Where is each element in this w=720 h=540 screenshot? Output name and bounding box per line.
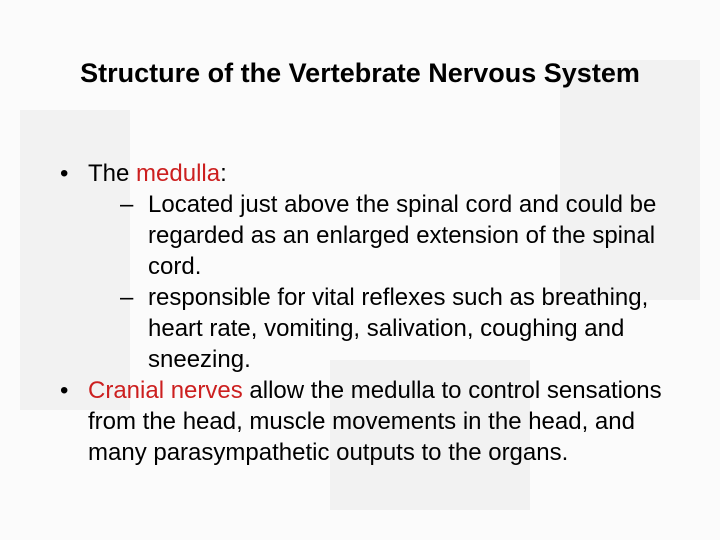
sub-bullet-location xyxy=(120,189,680,282)
sub-bullet-text: Located just above the spinal cord and could be regarded as an enlarged extension of the spinal cord. xyxy=(148,191,657,280)
bullet-medulla xyxy=(60,158,680,189)
sub-bullet-reflexes xyxy=(120,282,680,375)
bullet-marker: • xyxy=(60,160,69,187)
bullet-marker: • xyxy=(60,377,69,404)
bullet-text-suffix: : xyxy=(220,160,227,187)
sub-bullet-marker: – xyxy=(120,284,134,311)
bullet-text-prefix: The xyxy=(88,160,137,187)
slide-title: Structure of the Vertebrate Nervous System xyxy=(80,58,640,88)
highlight-term-cranial-nerves: Cranial nerves xyxy=(88,377,243,404)
sub-bullet-text: responsible for vital reflexes such as breathing, heart rate, vomiting, salivation, coughing and sneezing. xyxy=(148,284,649,373)
sub-bullet-marker: – xyxy=(120,191,134,218)
slide-body xyxy=(60,158,680,468)
bullet-text-suffix: allow the medulla to control sensations from the head, muscle movements in the head, and many parasympathetic outputs to the organs. xyxy=(88,377,662,466)
highlight-term-medulla: medulla xyxy=(136,160,221,187)
bullet-cranial-nerves xyxy=(60,375,680,468)
